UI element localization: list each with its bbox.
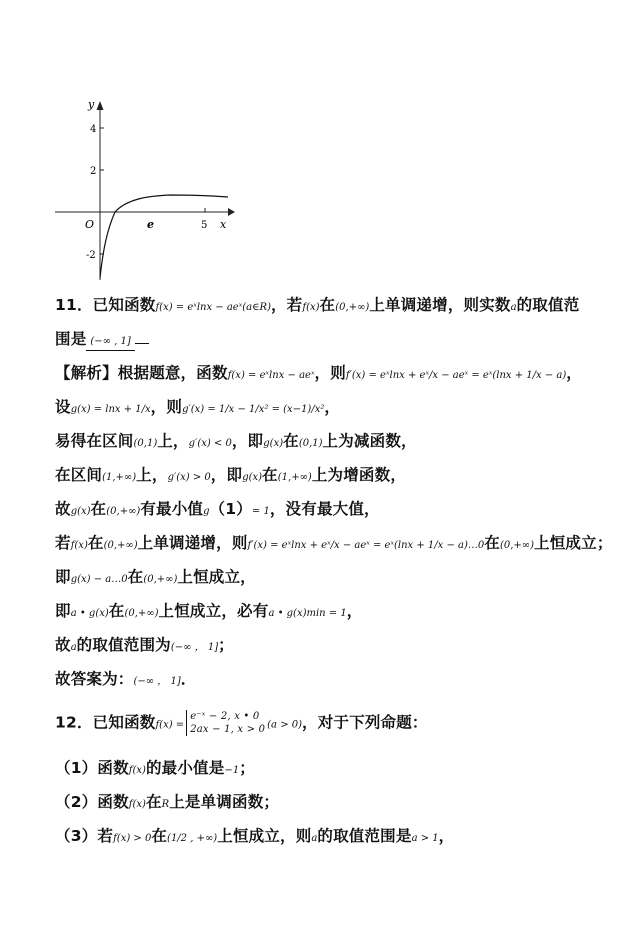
text: （1）函数 [55,759,129,777]
math-derivative: f′(x) = eˣlnx + eˣ/x − aeˣ = eˣ(lnx + 1/x − a)…0 [247,540,485,551]
math: (0,+∞) [103,540,138,551]
answer-blank-tail [135,343,149,344]
text: 在 [484,534,500,552]
proposition-2 [55,792,279,815]
text: 在 [90,500,107,518]
solution-line-2 [55,397,340,420]
math: f(x) [70,540,88,551]
math: (0,+∞) [499,540,535,551]
text: ，对于下列命题： [302,713,428,732]
text: ， [566,364,582,382]
math: (0,1) [298,438,323,449]
text: 在 [145,793,162,811]
solution-line-5 [55,499,380,522]
math: g(x) − a…0 [70,574,128,585]
solution-line-6 [55,533,613,556]
math: = 1 [251,506,270,517]
math: a • g(x)min = 1 [268,608,347,619]
text: （2）函数 [55,793,129,811]
text: 上单调递增，则 [137,534,248,552]
solution-line-8 [55,601,362,624]
text: 【解析】根据题意，函数 [55,364,228,382]
math-interval: (−∞ ， 1] [170,642,219,653]
text: 上恒成立，必有 [158,602,269,620]
math: (1,+∞) [102,472,137,483]
math: −1 [224,765,240,776]
text: ，若 [270,296,303,314]
text: ，则 [314,364,346,382]
math: R [161,799,170,810]
function-graph [55,95,235,285]
text: 的取值范围是 [317,827,412,845]
text: 在 [283,432,299,450]
x-axis [55,208,235,216]
problem-11-statement [55,295,579,318]
text: 上， [157,432,189,450]
text: ； [239,759,255,777]
text: ，没有最大值， [269,500,380,518]
y-axis-label: y [88,98,95,111]
math: f(x) [128,765,146,776]
math: (0,+∞) [124,608,159,619]
piece-case-1: e⁻ˣ − 2, x • 0 [190,711,260,722]
math: f(x) = [155,719,185,731]
math: g [203,506,210,517]
text: 上单调递增，则实数 [369,296,511,314]
math-answer: (−∞ , 1] [90,336,131,347]
solution-line-7 [55,567,256,590]
text: 若 [55,534,71,552]
math: g(x) [242,472,263,483]
text: 12．已知函数 [55,713,156,732]
problem-12-statement [55,710,428,736]
text: 的取值范围为 [76,636,171,654]
text: 故答案为： [55,670,134,688]
math: (0,+∞) [106,506,141,517]
text: （3）若 [55,827,114,845]
math: (1,+∞) [277,472,312,483]
text: 设 [55,398,71,416]
text: ，即 [210,466,243,484]
text: 上恒成立，则 [217,827,312,845]
math-interval: (−∞ ， 1] [133,676,181,687]
text: 在 [108,602,125,620]
text: （1） [209,500,252,518]
final-answer-line [55,669,196,692]
text: 围是 [55,330,87,348]
math: a [510,302,517,313]
math: g(x) [263,438,284,449]
math-condition: (a > 0) [267,719,303,731]
text: 11．已知函数 [55,296,156,314]
math: g′(x) < 0 [188,438,232,449]
math-interval: (1/2 , +∞) [167,833,218,844]
math: g(x) = lnx + 1/x [70,404,151,415]
text: 故 [55,500,71,518]
text: 在 [262,466,278,484]
math: a [70,642,77,653]
piece-case-2: 2ax − 1, x > 0 [190,724,266,735]
text: 上， [136,466,168,484]
math: g(x) [70,506,91,517]
text: 即 [55,602,71,620]
solution-line-1 [55,363,582,386]
text: 上为增函数， [311,466,407,484]
math-interval: (0,+∞) [335,302,370,313]
text: 的最小值是 [145,759,225,777]
math: f(x) > 0 [113,833,152,844]
solution-line-4 [55,465,406,488]
text: ． [180,670,197,688]
solution-line-3 [55,431,417,454]
text: 在 [127,568,144,586]
y-tick-label-2: 2 [90,166,97,177]
text: ，即 [231,432,264,450]
proposition-3 [55,826,454,849]
text: 在 [87,534,104,552]
text: 在 [319,296,336,314]
text: 在 [151,827,168,845]
math-function: f(x) = eˣlnx − aeˣ(a∈R) [155,302,271,313]
math: a > 1 [411,833,439,844]
e-label: e [147,218,154,231]
text: ， [346,602,363,620]
text: 的取值范 [516,296,580,314]
text: 上是单调函数； [169,793,280,811]
math: f(x) = eˣlnx − aeˣ [227,370,315,381]
text: ； [218,636,234,654]
x-tick-label-5: 5 [201,220,208,231]
math: f(x) [128,799,146,810]
math: (0,+∞) [143,574,178,585]
text: ， [438,827,455,845]
piecewise-function [186,710,265,736]
text: 上恒成立， [177,568,256,586]
text: 上为减函数， [322,432,417,450]
solution-line-9 [55,635,234,658]
text: 易得在区间 [55,432,134,450]
origin-label: O [85,218,95,231]
answer-blank [86,331,134,351]
y-tick-label-neg2: -2 [86,250,96,261]
math: a [311,833,318,844]
text: 即 [55,568,71,586]
text: ，则 [150,398,183,416]
y-tick-label-4: 4 [90,124,97,135]
math: (0,1) [133,438,158,449]
math: f(x) [302,302,320,313]
math-derivative: g′(x) = 1/x − 1/x² = (x−1)/x² [182,404,325,415]
proposition-1 [55,758,255,781]
text: 有最小值 [140,500,204,518]
text: 故 [55,636,71,654]
text: 在区间 [55,466,103,484]
x-axis-label: x [220,218,227,231]
math: g′(x) > 0 [167,472,211,483]
math: a • g(x) [70,608,109,619]
math-derivative: f′(x) = eˣlnx + eˣ/x − aeˣ = eˣ(lnx + 1/x − a) [345,370,567,381]
problem-11-answer-line [55,329,149,351]
text: 上恒成立； [534,534,613,552]
text: ， [324,398,341,416]
function-curve [100,195,228,278]
